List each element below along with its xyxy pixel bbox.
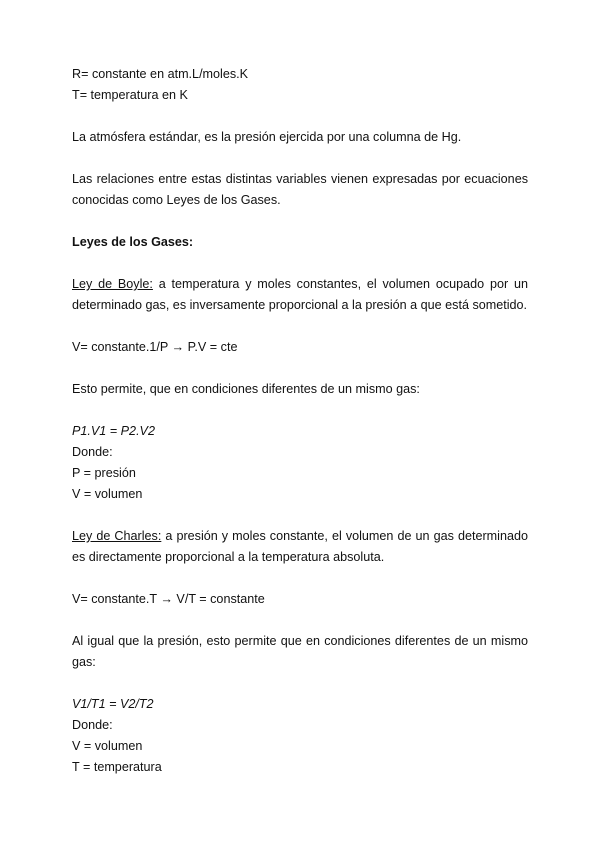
section-heading: Leyes de los Gases: bbox=[72, 235, 194, 249]
charles-equation: V1/T1 = V2/T2 bbox=[72, 697, 154, 711]
charles-donde: Donde: bbox=[72, 718, 113, 732]
t-definition: T= temperatura en K bbox=[72, 88, 188, 102]
boyle-def-pressure: P = presión bbox=[72, 466, 136, 480]
boyle-equation: P1.V1 = P2.V2 bbox=[72, 424, 155, 438]
boyle-def-volume: V = volumen bbox=[72, 487, 143, 501]
charles-def-volume: V = volumen bbox=[72, 739, 143, 753]
atm-standard-text: La atmósfera estándar, es la presión ejercida por una columna de Hg. bbox=[72, 130, 462, 144]
charles-paragraph bbox=[72, 526, 528, 568]
boyle-formula: V= constante.1/P → P.V = cte bbox=[72, 340, 238, 354]
boyle-donde: Donde: bbox=[72, 445, 113, 459]
relations-paragraph: Las relaciones entre estas distintas variables vienen expresadas por ecuaciones conocidas como Leyes de los Gases. bbox=[72, 172, 528, 207]
charles-intro: Al igual que la presión, esto permite que en condiciones diferentes de un mismo gas: bbox=[72, 634, 528, 669]
charles-formula: V= constante.T → V/T = constante bbox=[72, 592, 265, 606]
boyle-intro: Esto permite, que en condiciones diferentes de un mismo gas: bbox=[72, 382, 420, 396]
document-page bbox=[72, 64, 528, 778]
charles-text: a presión y moles constante, el volumen de un gas determinado es directamente proporcional a la temperatura absoluta. bbox=[72, 529, 528, 564]
boyle-title: Ley de Boyle: bbox=[72, 277, 153, 291]
charles-title: Ley de Charles: bbox=[72, 529, 162, 543]
charles-def-temperature: T = temperatura bbox=[72, 760, 162, 774]
boyle-paragraph bbox=[72, 274, 528, 316]
r-definition: R= constante en atm.L/moles.K bbox=[72, 67, 249, 81]
boyle-text: a temperatura y moles constantes, el volumen ocupado por un determinado gas, es inversamente proporcional a la presión a que está sometido. bbox=[72, 277, 528, 312]
